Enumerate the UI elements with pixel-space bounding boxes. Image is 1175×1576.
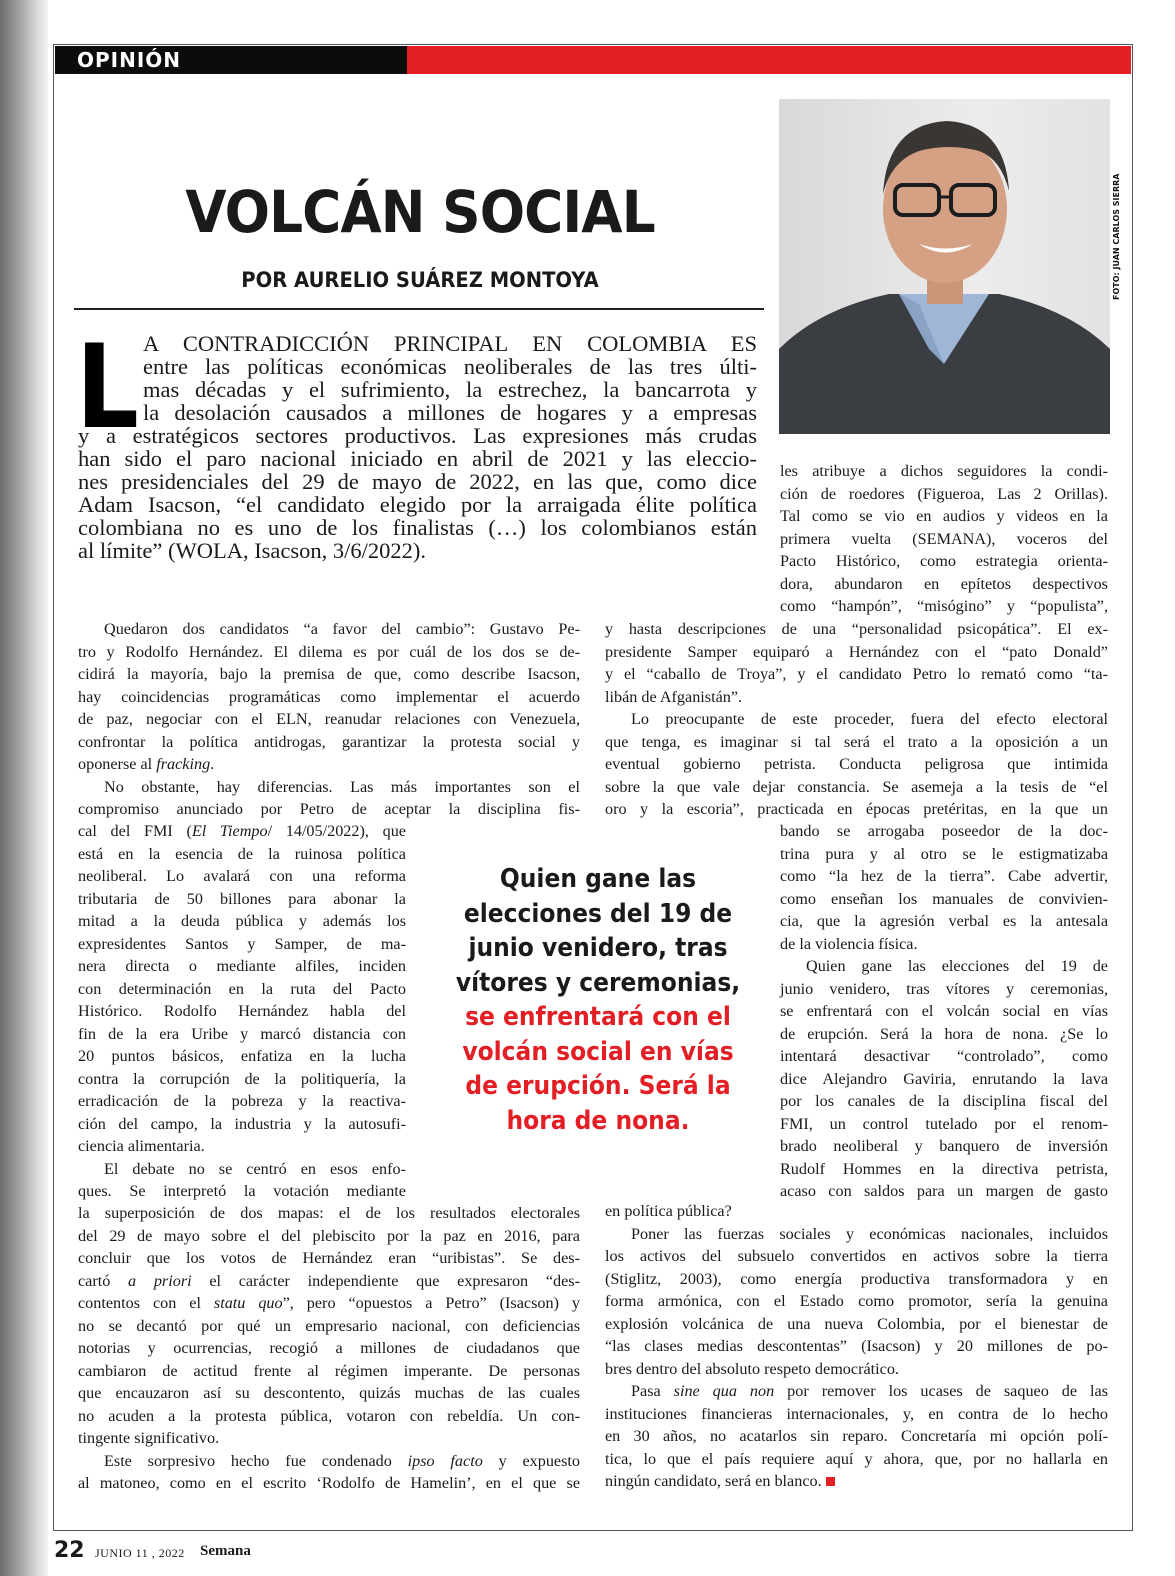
lede-line: colombiana no es uno de los finalistas (…) los colombianos están — [78, 515, 757, 540]
body-line: en política pública? — [605, 1202, 732, 1220]
col-right-bottom — [605, 1200, 1108, 1493]
body-line: intentará desactivar “controlado”, como — [780, 1047, 1108, 1065]
body-line: oro y la escoria”, practicada en épocas pretéritas, en la que un — [605, 800, 1108, 818]
body-line: junio venidero, tras vítores y ceremonias, — [780, 979, 1108, 998]
body-line: no se decantó por qué un empresario nacional, con deficiencias — [78, 1316, 580, 1335]
pull-quote — [438, 862, 758, 1138]
body-line: nera directa o mediante alfiles, inciden — [78, 957, 406, 975]
headline: VOLCÁN SOCIAL — [185, 178, 655, 246]
body-line: 20 puntos básicos, enfatiza en la lucha — [78, 1047, 406, 1065]
italic-term: ipso facto — [407, 1451, 483, 1470]
body-line: expresidentes Santos y Samper, de ma- — [78, 934, 406, 953]
author-portrait-illustration — [779, 99, 1110, 434]
body-line: fin de la era Uribe y marcó distancia con — [78, 1024, 406, 1043]
body-line: Tal como se vio en audios y videos en la — [780, 507, 1108, 525]
body-line: cia, que la agresión verbal es la antesala — [780, 912, 1108, 930]
body-line: les atribuye a dichos seguidores la condi- — [780, 462, 1108, 480]
body-line: brado neoliberal y banquero de inversión — [780, 1137, 1108, 1155]
body-line: los activos del subsuelo convertidos en activos sobre la tierra — [605, 1247, 1108, 1265]
col-right-narrow — [780, 820, 1108, 1203]
end-mark-icon — [826, 1477, 835, 1486]
body-line: primera vuelta (SEMANA), voceros del — [780, 529, 1108, 548]
body-line: acaso con saldos para un margen de gasto — [780, 1182, 1108, 1200]
body-line: neoliberal. Lo avalará con una reforma — [78, 867, 406, 885]
page-number: 22 — [54, 1538, 85, 1563]
body-line: libán de Afganistán”. — [605, 687, 743, 706]
photo-credit: FOTO: JUAN CARLOS SIERRA — [1112, 173, 1121, 300]
lede-full — [78, 424, 757, 562]
body-line: (Stiglitz, 2003), como energía productiva transformadora y en — [605, 1269, 1108, 1288]
pull-quote-line-red: hora de nona. — [506, 1105, 690, 1136]
italic-term: sine qua non — [673, 1382, 775, 1400]
body-line: contentos con el statu quo”, pero “opuestos a Petro” (Isacson) y — [78, 1294, 581, 1312]
italic-term: fracking — [156, 755, 211, 773]
body-line: de erupción. Será la hora de nona. ¿Se lo — [780, 1024, 1108, 1043]
body-line: cidirá la mayoría, bajo la premisa de que, como describe Isacson, — [78, 665, 580, 683]
body-line: se enfrentará con el volcán social en vías — [780, 1002, 1108, 1020]
body-line: mitad a la deuda pública y además los — [78, 912, 406, 930]
body-line: Quien gane las elecciones del 19 de — [806, 957, 1108, 975]
body-line: ción del campo, la industria y la autosufi- — [78, 1114, 406, 1133]
body-line: tro y Rodolfo Hernández. El dilema es por cuál de los dos se de- — [78, 642, 580, 661]
pull-quote-line-red: se enfrentará con el — [465, 1002, 731, 1032]
body-line: “las clases medias descontentas” (Isacson) y 20 millones de po- — [605, 1337, 1108, 1355]
lede-line: mas décadas y el sufrimiento, la estrechez, la bancarrota y — [143, 377, 757, 402]
body-line: bando se arrogaba poseedor de la doc- — [780, 822, 1108, 840]
final-line-text: ningún candidato, será en blanco. — [605, 1472, 822, 1490]
body-line: forma armónica, con el Estado como promotor, sería la genuina — [605, 1292, 1108, 1310]
body-line: de paz, negociar con el ELN, reanudar relaciones con Venezuela, — [78, 710, 580, 728]
italic-term: statu quo — [213, 1294, 283, 1312]
body-line: y hasta descripciones de una “personalidad psicopática”. El ex- — [605, 620, 1108, 638]
section-bar-red — [407, 46, 1131, 74]
body-line: cal del FMI (El Tiempo/ 14/05/2022), que — [78, 822, 406, 840]
body-line: presidente Samper equiparó a Hernández con el “pato Donald” — [605, 642, 1108, 661]
body-line: ción de roedores (Figueroa, Las 2 Orillas). — [780, 484, 1108, 503]
lede-line: A CONTRADICCIÓN PRINCIPAL EN COLOMBIA ES — [143, 331, 757, 356]
body-line: sobre la que vale dejar constancia. Se asemeja a la tesis de “el — [605, 777, 1108, 796]
body-line: ques. Se interpretó la votación mediante — [78, 1182, 406, 1200]
body-line: Rudolf Hommes en la directiva petrista, — [780, 1159, 1108, 1178]
body-line: oponerse al fracking. — [78, 755, 215, 773]
lede-line: la desolación causados a millones de hogares y a empresas — [143, 400, 757, 425]
body-line: erradicación de la pobreza y la reactiva- — [78, 1092, 406, 1110]
section-bar — [55, 46, 1131, 74]
body-line: FMI, un control tutelado por el renom- — [780, 1114, 1108, 1133]
magazine-name: Semana — [200, 1543, 251, 1559]
body-line: está en la esencia de la ruinosa política — [78, 844, 406, 863]
body-line: trina pura y al otro se le estigmatizaba — [780, 844, 1108, 863]
body-line: No obstante, hay diferencias. Las más importantes son el — [104, 777, 580, 796]
lede-line: han sido el paro nacional iniciado en abril de 2021 y las eleccio- — [78, 446, 757, 471]
body-line: confrontar la política antidrogas, garantizar la protesta social y — [78, 732, 580, 751]
pull-quote-line: Quien gane las — [499, 864, 697, 894]
body-line: hay coincidencias programáticas como implementar el acuerdo — [78, 687, 580, 706]
body-line: concluir que los votos de Hernández eran “uribistas”. Se des- — [78, 1249, 580, 1267]
body-line: en 30 años, no acatarlos sin reparo. Concretaría mi opción polí- — [605, 1427, 1108, 1445]
italic-term: a priori — [128, 1271, 192, 1290]
author-photo — [779, 99, 1110, 434]
pull-quote-line: elecciones del 19 de — [463, 898, 733, 929]
pull-quote-line-red: volcán social en vías — [462, 1036, 734, 1067]
byline: POR AURELIO SUÁREZ MONTOYA — [241, 268, 599, 292]
body-line: dice Alejandro Gaviria, enrutando la lava — [780, 1069, 1108, 1088]
body-line: de la violencia física. — [780, 934, 918, 953]
body-line: como “la hez de la tierra”. Cabe advertir, — [780, 867, 1108, 885]
body-line: bres dentro del absoluto respeto democrático. — [605, 1359, 899, 1378]
lede-line: Adam Isacson, “el candidato elegido por la arraigada élite política — [78, 492, 757, 517]
section-label: OPINIÓN — [77, 48, 182, 72]
col-left-top — [78, 618, 580, 821]
page-spine-shadow — [0, 0, 48, 1576]
body-line: dora, abundaron en epítetos despectivos — [780, 574, 1108, 593]
headline-rule — [74, 308, 764, 310]
italic-term: El Tiempo — [191, 822, 268, 840]
body-line — [605, 1470, 1108, 1493]
body-line: que tenga, es imaginar si tal será el trato a la oposición a un — [605, 732, 1108, 751]
body-line: Histórico. Rodolfo Hernández habla del — [78, 1002, 406, 1020]
body-line: cartó a priori el carácter independiente que expresaron “des- — [78, 1271, 580, 1290]
drop-cap: L — [76, 320, 139, 455]
body-line: Este sorpresivo hecho fue condenado ipso facto y expuesto — [104, 1451, 580, 1470]
issue-date: JUNIO 11 , 2022 — [95, 1546, 185, 1560]
body-line: como enseñan los manuales de convivien- — [780, 889, 1108, 908]
body-line: Pacto Histórico, como estrategia orienta- — [780, 552, 1108, 570]
body-line: cambiaron de actitud frente al régimen imperante. De personas — [78, 1361, 580, 1380]
body-line: Poner las fuerzas sociales y económicas nacionales, incluidos — [631, 1224, 1108, 1243]
body-line: del 29 de mayo sobre el del plebiscito por la paz en 2016, para — [78, 1226, 580, 1245]
lede-line: y a estratégicos sectores productivos. Las expresiones más crudas — [78, 423, 757, 448]
body-line: y el “caballo de Troya”, y el candidato Petro lo remató como “ta- — [605, 665, 1108, 683]
pull-quote-line: vítores y ceremonias, — [455, 967, 741, 998]
lede-indented — [143, 332, 757, 424]
body-line: que encauzaron así su descontento, quizás muchas de las cuales — [78, 1384, 580, 1402]
lede-line: al límite” (WOLA, Isacson, 3/6/2022). — [78, 538, 427, 563]
body-line: contra la corrupción de la politiquería, la — [78, 1069, 406, 1088]
col-left-bottom — [78, 1202, 580, 1495]
col-right-mid — [605, 618, 1108, 821]
col-right-top — [780, 460, 1108, 618]
col-left-narrow — [78, 820, 406, 1203]
body-line: por los canales de la disciplina fiscal del — [780, 1092, 1108, 1110]
body-line: al matoneo, como en el escrito ‘Rodolfo de Hamelin’, en el que se — [78, 1474, 580, 1492]
body-line: Pasa sine qua non por remover los ucases de saqueo de las — [631, 1382, 1109, 1400]
lede-line: entre las políticas económicas neoliberales de las tres últi- — [143, 354, 757, 379]
body-line: notorias y ocurrencias, recogió a millones de ciudadanos que — [78, 1339, 580, 1357]
body-line: Quedaron dos candidatos “a favor del cambio”: Gustavo Pe- — [104, 620, 580, 638]
body-line: como “hampón”, “misógino” y “populista”, — [780, 597, 1108, 615]
lede-line: nes presidenciales del 29 de mayo de 2022, en las que, como dice — [78, 469, 757, 494]
body-line: eventual gobierno petrista. Conducta peligrosa que intimida — [605, 755, 1108, 773]
body-line: tingente significativo. — [78, 1429, 220, 1447]
body-line: explosión volcánica de una nueva Colombia, por el bienestar de — [605, 1314, 1108, 1333]
body-line: Lo preocupante de este proceder, fuera del efecto electoral — [631, 710, 1108, 728]
body-line: la superposición de dos mapas: el de los resultados electorales — [78, 1204, 580, 1222]
body-line: no acuden a la protesta pública, votaron con rebeldía. Un con- — [78, 1406, 580, 1425]
body-line: con determinación en la ruta del Pacto — [78, 979, 406, 998]
body-line: ciencia alimentaria. — [78, 1137, 205, 1155]
body-line: El debate no se centró en esos enfo- — [104, 1159, 406, 1178]
body-line: instituciones financieras internacionales, y, en contra de lo hecho — [605, 1404, 1108, 1423]
pull-quote-line-red: de erupción. Será la — [465, 1071, 731, 1101]
body-line: tica, lo que el país requiere aquí y ahora, que, por no hallarla en — [605, 1449, 1108, 1468]
body-line: tributaria de 50 billones para abonar la — [78, 889, 406, 908]
body-line: compromiso anunciado por Petro de aceptar la disciplina fis- — [78, 800, 580, 818]
pull-quote-line: junio venidero, tras — [468, 933, 728, 963]
